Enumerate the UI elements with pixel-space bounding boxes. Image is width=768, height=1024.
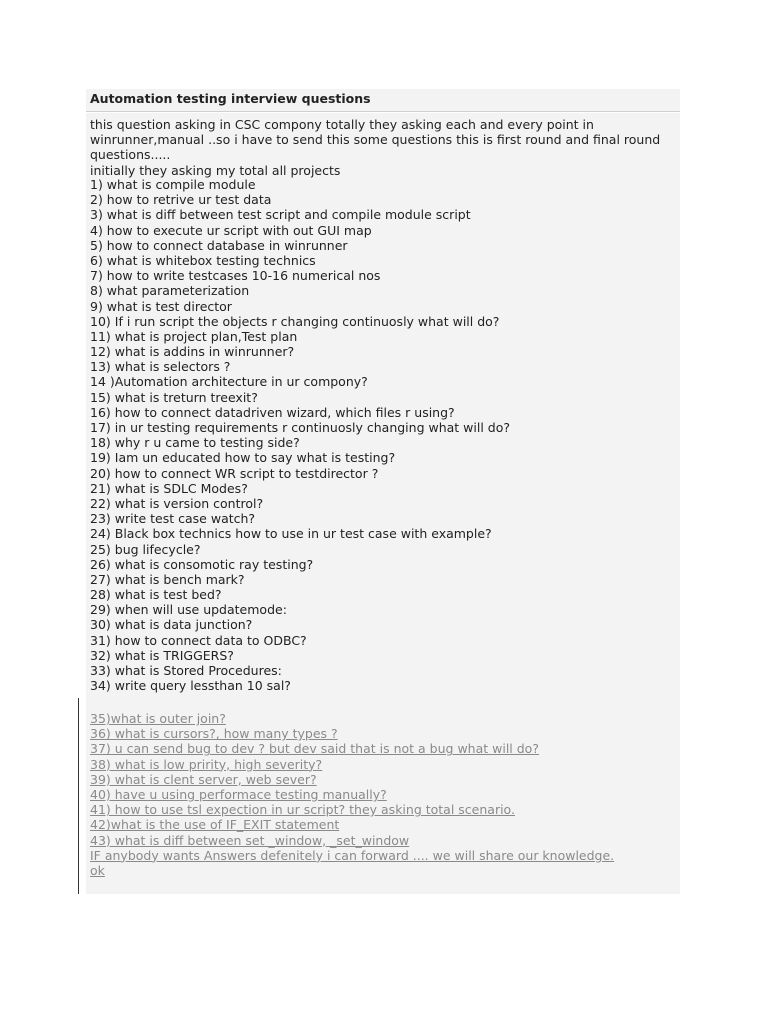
question-item: 25) bug lifecycle?	[90, 541, 201, 557]
linked-question-item[interactable]: 37) u can send bug to dev ? but dev said that is not a bug what will do?	[90, 741, 539, 757]
linked-question-item[interactable]: IF anybody wants Answers defenitely i can forward .... we will share our knowledge.	[90, 847, 615, 863]
linked-question-item[interactable]: 39) what is clent server, web sever?	[90, 771, 317, 787]
question-item: 30) what is data junction?	[90, 617, 253, 633]
question-item: 17) in ur testing requirements r continuosly changing what will do?	[90, 420, 510, 435]
linked-question-item[interactable]: 36) what is cursors?, how many types ?	[90, 726, 338, 742]
question-item: 11) what is project plan,Test plan	[90, 328, 298, 344]
question-item: 21) what is SDLC Modes?	[90, 480, 248, 496]
question-item: 13) what is selectors ?	[90, 359, 231, 375]
question-item: 7) how to write testcases 10-16 numerical nos	[90, 268, 381, 284]
question-item: 1) what is compile module	[90, 177, 256, 192]
question-item: 2) how to retrive ur test data	[90, 192, 272, 208]
question-item: 23) write test case watch?	[90, 511, 256, 527]
question-item: 12) what is addins in winrunner?	[90, 344, 295, 360]
question-item: 18) why r u came to testing side?	[90, 435, 300, 451]
question-item: 22) what is version control?	[90, 495, 264, 511]
question-item: 5) how to connect database in winrunner	[90, 237, 348, 253]
linked-question-list	[90, 711, 678, 878]
question-item: 32) what is TRIGGERS?	[90, 647, 234, 663]
linked-question-item[interactable]: 40) have u using performace testing manually?	[90, 786, 387, 802]
linked-question-item[interactable]: 43) what is diff between set _window, _set_window	[90, 832, 410, 848]
question-item: 20) how to connect WR script to testdirector ?	[90, 465, 379, 481]
intro-text	[90, 117, 678, 178]
post-content	[86, 113, 680, 894]
question-item: 10) If i run script the objects r changing continuosly what will do?	[90, 313, 500, 329]
question-item: 19) Iam un educated how to say what is testing?	[90, 450, 396, 466]
intro-paragraph: initially they asking my total all projects	[90, 162, 341, 178]
linked-question-item[interactable]: 42)what is the use of IF_EXIT statement	[90, 817, 340, 833]
question-item: 14 )Automation architecture in ur compony?	[90, 374, 368, 390]
linked-question-item[interactable]: 38) what is low pririty, high severity?	[90, 756, 323, 772]
question-item: 26) what is consomotic ray testing?	[90, 556, 314, 572]
question-item: 15) what is treturn treexit?	[90, 389, 258, 405]
question-item: 28) what is test bed?	[90, 587, 222, 603]
linked-question-item[interactable]: 35)what is outer join?	[90, 711, 226, 726]
page-title: Automation testing interview questions	[90, 91, 371, 106]
question-item: 33) what is Stored Procedures:	[90, 663, 282, 678]
linked-question-item[interactable]: ok	[90, 862, 105, 878]
question-list	[90, 177, 678, 693]
question-item: 27) what is bench mark?	[90, 571, 245, 587]
question-item: 3) what is diff between test script and compile module script	[90, 207, 471, 223]
question-item: 8) what parameterization	[90, 283, 250, 299]
question-item: 31) how to connect data to ODBC?	[90, 632, 307, 648]
linked-question-item[interactable]: 41) how to use tsl expection in ur script? they asking total scenario.	[90, 802, 515, 818]
question-item: 9) what is test director	[90, 298, 232, 314]
question-item: 24) Black box technics how to use in ur test case with example?	[90, 526, 492, 542]
quote-bar	[78, 698, 79, 894]
question-item: 29) when will use updatemode:	[90, 602, 287, 618]
question-item: 4) how to execute ur script with out GUI map	[90, 222, 372, 238]
title-bar	[86, 89, 680, 112]
intro-paragraph: this question asking in CSC compony totally they asking each and every point in winrunner,manual ..so i have to send this some questions this is first round and final round questions.....	[90, 117, 661, 163]
question-item: 34) write query lessthan 10 sal?	[90, 678, 291, 694]
question-item: 6) what is whitebox testing technics	[90, 252, 316, 268]
question-item: 16) how to connect datadriven wizard, which files r using?	[90, 404, 455, 420]
